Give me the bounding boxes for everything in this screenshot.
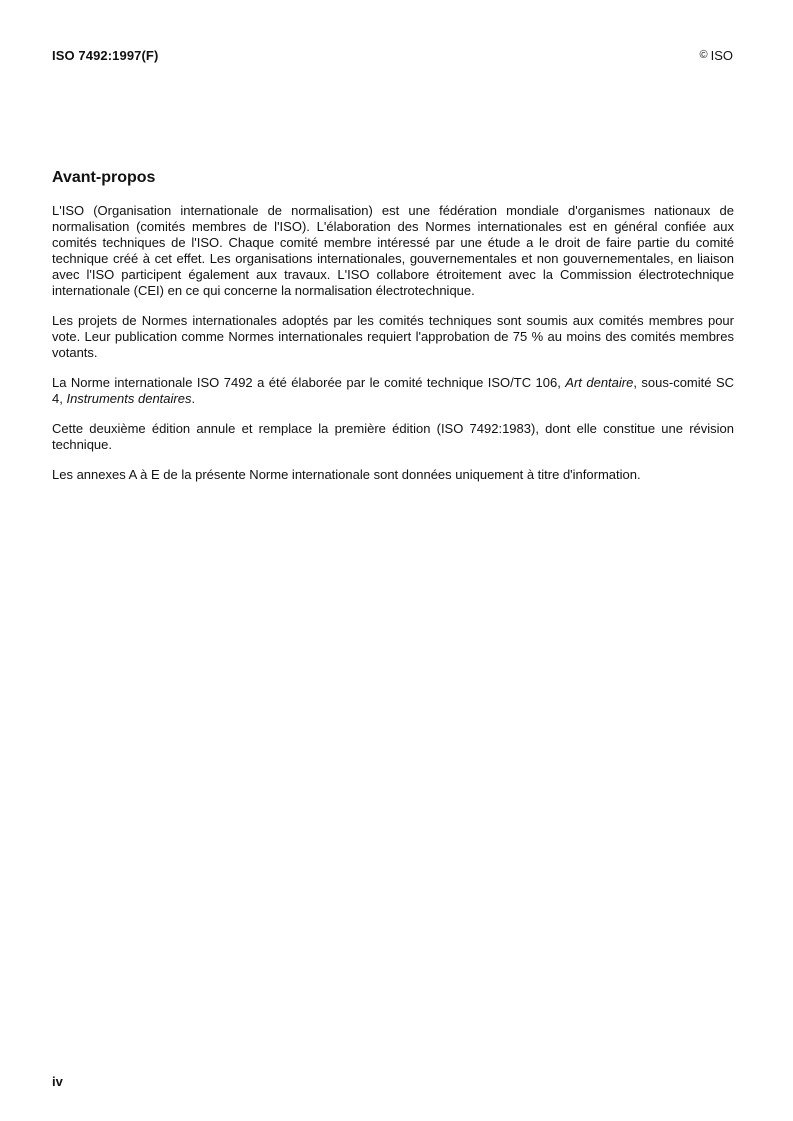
paragraph-technical-committee [52,375,734,407]
page-number: iv [52,1074,63,1089]
committee-name: Art dentaire [565,375,634,390]
paragraph-text: La Norme internationale ISO 7492 a été élaborée par le comité technique ISO/TC 106, [52,375,566,390]
foreword-body [52,203,734,497]
paragraph-draft-standards: Les projets de Normes internationales adoptés par les comités techniques sont soumis aux comités membres pour vote. Leur publication comme Normes internationales requiert l'approbation de 75 % au moins des comités membres votants. [52,313,734,360]
copyright-icon: © [699,49,708,61]
paragraph-iso-organisation: L'ISO (Organisation internationale de normalisation) est une fédération mondiale d'organismes nationaux de normalisation (comités membres de l'ISO). L'élaboration des Normes internationales est en général confiée aux comités techniques de l'ISO. Chaque comité membre intéressé par une étude a le droit de faire partie du comité technique créé à cet effet. Les organisations internationales, gouvernementales et non gouvernementales, en liaison avec l'ISO participent également aux travaux. L'ISO collabore étroitement avec la Commission électrotechnique internationale (CEI) en ce qui concerne la normalisation électrotechnique. [52,203,734,298]
copyright-holder: ISO [710,48,733,63]
copyright-notice [699,48,733,63]
paragraph-text: . [191,391,196,406]
paragraph-text: , sous-comité SC 4, [52,375,734,406]
section-title: Avant-propos [52,169,156,186]
paragraph-annexes: Les annexes A à E de la présente Norme internationale sont données uniquement à titre d'information. [52,467,641,482]
document-id: ISO 7492:1997(F) [52,48,159,63]
paragraph-edition-note: Cette deuxième édition annule et remplace la première édition (ISO 7492:1983), dont elle constitue une révision technique. [52,421,734,452]
subcommittee-name: Instruments dentaires [66,391,192,406]
